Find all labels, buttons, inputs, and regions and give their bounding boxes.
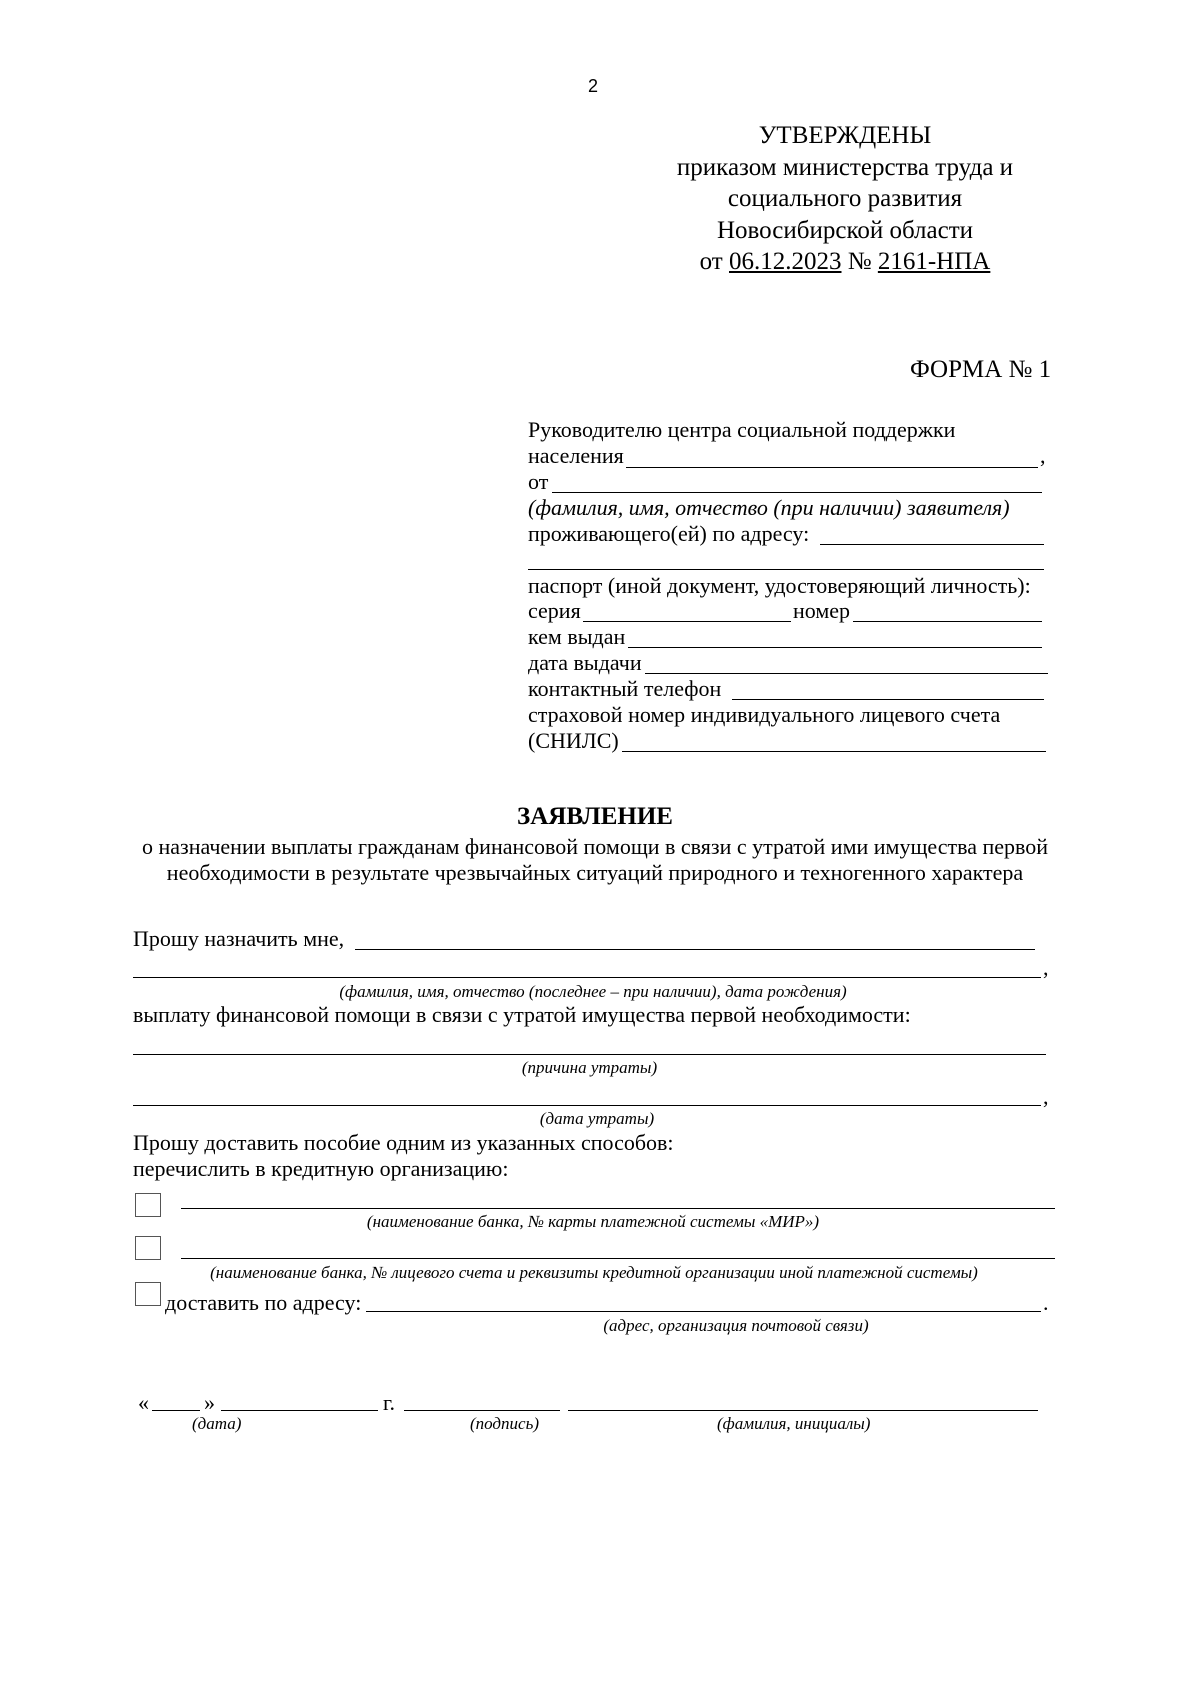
issued-by-label: кем выдан [528,624,626,649]
order-number: 2161-НПА [877,248,991,275]
delivery-label: Прошу доставить пособие одним из указанных способов: [133,1130,674,1155]
approval-line: Новосибирской области [716,216,974,244]
month-year-field[interactable] [221,1410,378,1411]
loss-reason-field[interactable] [133,1054,1046,1055]
recipient-hint: (фамилия, имя, отчество (последнее – при наличии), дата рождения) [339,982,847,1001]
from-label: от [528,469,549,494]
approval-line: социального развития [727,185,963,212]
address-label: проживающего(ей) по адресу: [528,521,810,546]
signature-field[interactable] [404,1410,560,1411]
snils-field[interactable] [622,751,1046,752]
address-field[interactable] [820,544,1044,545]
issue-date-field[interactable] [645,673,1048,674]
address-field-2[interactable] [528,569,1044,570]
loss-reason-hint: (причина утраты) [521,1058,658,1077]
deliver-address-label: доставить по адресу: [165,1290,362,1315]
year-suffix: г. [383,1390,396,1415]
series-field[interactable] [583,621,791,622]
request-label: Прошу назначить мне, [133,926,345,951]
statement-subtitle-2: необходимости в результате чрезвычайных ситуаций природного и техногенного характера [166,860,1024,885]
form-label: ФОРМА № 1 [910,356,1052,383]
recipient-field-2[interactable] [133,977,1041,978]
number-label: номер [793,598,851,623]
approval-title: УТВЕРЖДЕНЫ [758,122,932,149]
snils-label: страховой номер индивидуального лицевого счета [528,702,1001,727]
post-delivery-checkbox[interactable] [135,1282,161,1306]
transfer-label: перечислить в кредитную организацию: [133,1156,509,1181]
phone-label: контактный телефон [528,676,722,701]
day-field[interactable] [152,1410,200,1411]
page-number: 2 [588,76,599,96]
bank-mir-field[interactable] [181,1208,1055,1209]
approval-line: приказом министерства труда и [676,153,1014,181]
snils-label-2: (СНИЛС) [528,728,619,753]
population-field[interactable] [626,467,1038,468]
bank-other-hint: (наименование банка, № лицевого счета и реквизиты кредитной организации иной платежной системы) [210,1263,978,1282]
bank-other-checkbox[interactable] [135,1236,161,1260]
loss-date-field[interactable] [133,1105,1041,1106]
issued-by-field[interactable] [628,647,1042,648]
statement-title: ЗАЯВЛЕНИЕ [517,803,673,830]
post-hint: (адрес, организация почтовой связи) [603,1316,869,1335]
phone-field[interactable] [732,699,1044,700]
applicant-name-hint: (фамилия, имя, отчество (при наличии) заявителя) [528,495,1010,520]
deliver-address-field[interactable] [366,1311,1041,1312]
issue-date-label: дата выдачи [528,650,642,675]
addressee-line1: Руководителю центра социальной поддержки [528,417,956,442]
payment-label: выплату финансовой помощи в связи с утратой имущества первой необходимости: [133,1002,911,1027]
name-hint: (фамилия, инициалы) [717,1414,871,1433]
recipient-field[interactable] [355,949,1035,950]
series-label: серия [528,598,581,623]
passport-label: паспорт (иной документ, удостоверяющий личность): [528,573,1031,598]
name-initials-field[interactable] [568,1410,1038,1411]
signature-hint: (подпись) [470,1414,539,1433]
loss-date-hint: (дата утраты) [539,1109,655,1128]
population-label: населения [528,443,624,468]
passport-number-field[interactable] [853,621,1042,622]
order-date: 06.12.2023 [729,248,842,275]
statement-subtitle-1: о назначении выплаты гражданам финансовой помощи в связи с утратой ими имущества первой [141,834,1049,859]
applicant-name-field[interactable] [552,492,1042,493]
bank-mir-hint: (наименование банка, № карты платежной системы «МИР») [366,1212,820,1231]
bank-other-field[interactable] [181,1258,1055,1259]
approval-order: от 06.12.2023 № 2161-НПА [699,248,991,275]
bank-mir-checkbox[interactable] [135,1193,161,1217]
date-hint: (дата) [192,1414,242,1433]
approval-block [660,120,1030,278]
